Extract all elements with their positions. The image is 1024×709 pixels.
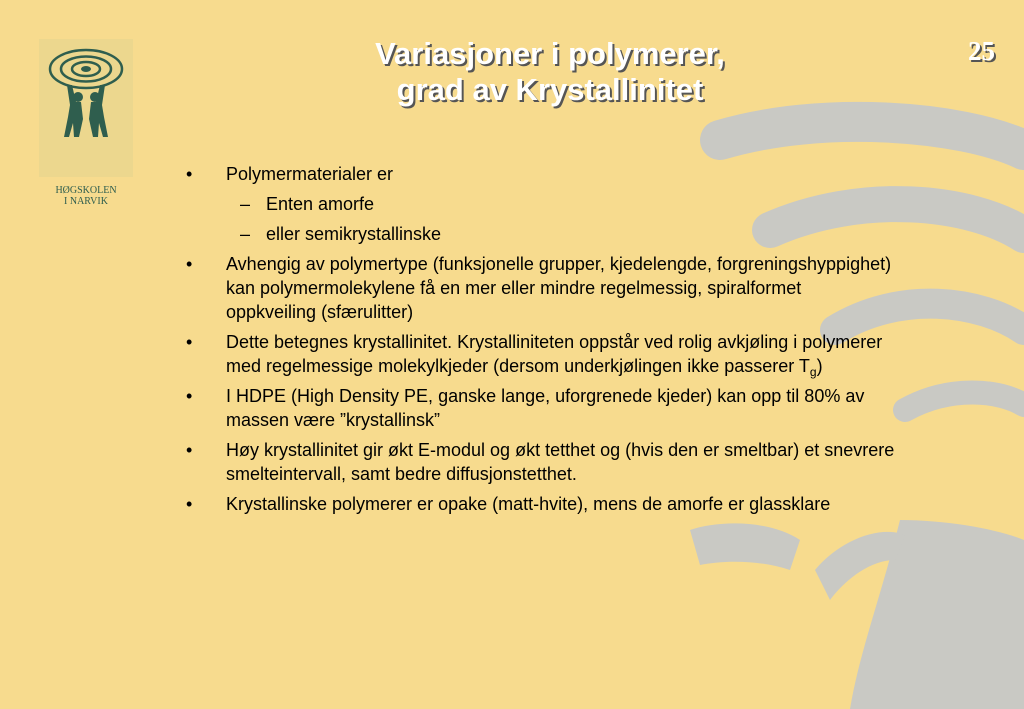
bullet-item: [186, 438, 896, 486]
sub-bullet-marker: –: [240, 194, 251, 214]
bullet-text: Krystallinske polymerer er opake (matt-hvite), mens de amorfe er glassklare: [226, 494, 831, 514]
bullet-text: Polymermaterialer er: [226, 164, 394, 184]
slide-title-line2: grad av Krystallinitet: [396, 72, 704, 107]
bullet-marker: •: [186, 494, 193, 514]
bullet-item: [186, 162, 896, 186]
tg-subscript: g: [809, 365, 817, 379]
bullet-marker: •: [186, 164, 193, 184]
bullet-text-suffix: ): [816, 356, 823, 376]
sub-bullet-text: Enten amorfe: [266, 194, 375, 214]
bullet-item: [186, 252, 896, 324]
bullet-text: Dette betegnes krystallinitet. Krystalliniteten oppstår ved rolig avkjøling i polymerer med regelmessige molekylkjeder (dersom underkjølingen ikke passerer T: [226, 332, 883, 376]
slide-title-line1: Variasjoner i polymerer,: [375, 36, 725, 71]
bullet-marker: •: [186, 254, 193, 274]
bullet-marker: •: [186, 440, 193, 460]
bullet-item: [186, 492, 896, 516]
atlas-spiral-icon: [39, 39, 133, 179]
bullet-marker: •: [186, 386, 193, 406]
slide-title: [280, 36, 820, 108]
bullet-item: [186, 384, 896, 432]
bullet-marker: •: [186, 332, 193, 352]
sub-bullet-text: eller semikrystallinske: [266, 224, 442, 244]
bullet-text: Avhengig av polymertype (funksjonelle grupper, kjedelengde, forgreningshyppighet) kan polymermolekylene få en mer eller mindre regelmessig, spiralformet oppkveiling (sfærulitter): [226, 254, 892, 322]
sub-bullet-item: [186, 222, 896, 246]
sub-bullet-marker: –: [240, 224, 251, 244]
sub-bullet-item: [186, 192, 896, 216]
hogskolen-i-narvik-logo: [39, 39, 133, 207]
logo-text-line2: I NARVIK: [64, 196, 108, 207]
page-number: 25: [968, 36, 995, 66]
bullet-text: I HDPE (High Density PE, ganske lange, uforgrenede kjeder) kan opp til 80% av massen være ”krystallinsk”: [226, 386, 865, 430]
bullet-text: Høy krystallinitet gir økt E-modul og økt tetthet og (hvis den er smeltbar) et snevrere smelteintervall, samt bedre diffusjonstetthet.: [226, 440, 895, 484]
bullet-item: [186, 330, 896, 378]
bullet-list: [186, 162, 896, 522]
logo-text-line1: HØGSKOLEN: [55, 185, 117, 196]
